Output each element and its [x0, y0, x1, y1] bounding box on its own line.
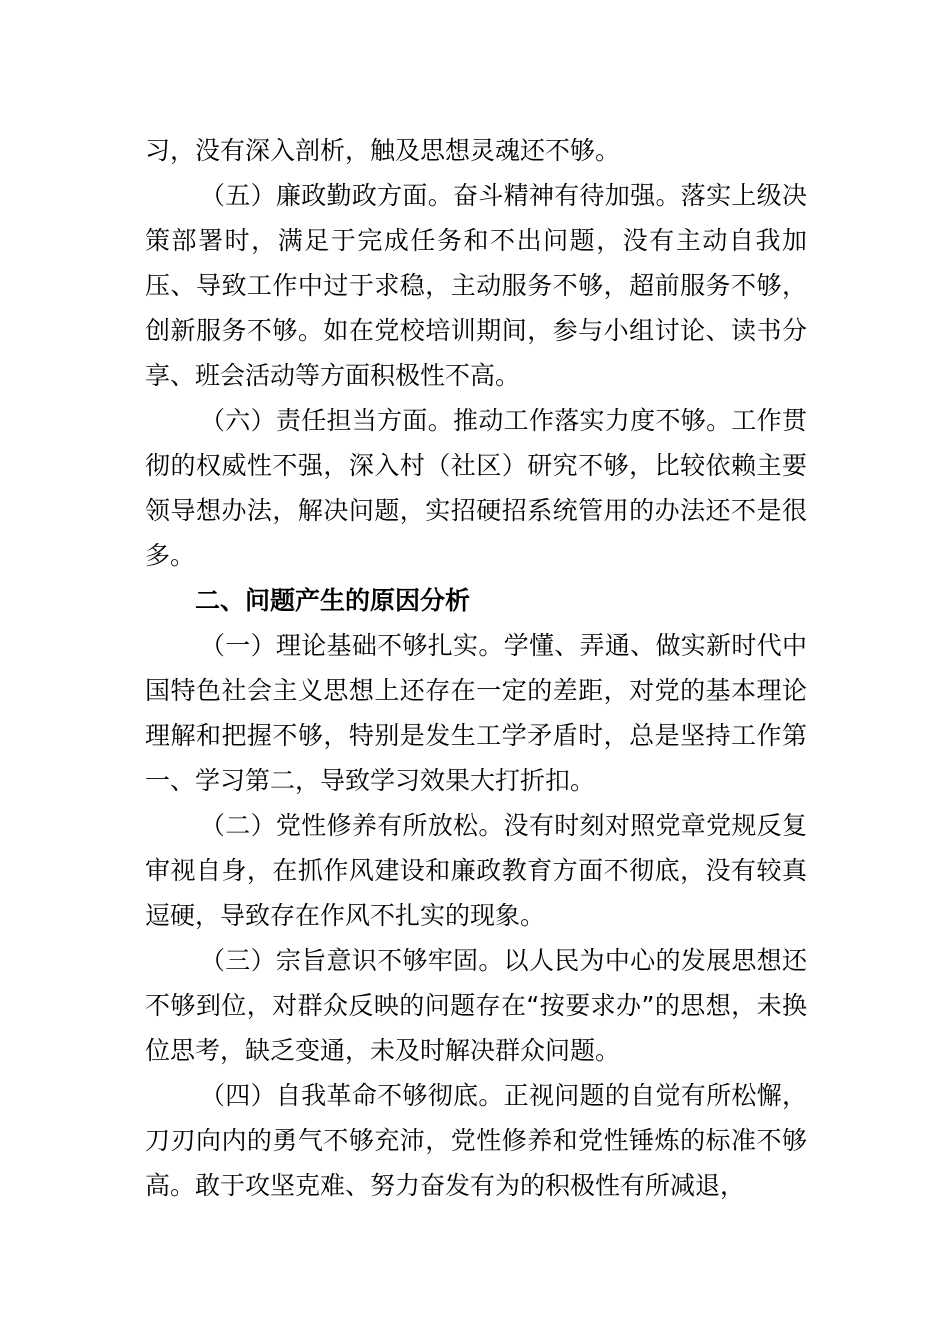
paragraph-cause-2: （二）党性修养有所放松。没有时刻对照党章党规反复审视自身，在抓作风建设和廉政教育方面不彻底，没有较真逗硬，导致存在作风不扎实的现象。 — [145, 811, 807, 930]
paragraph-cause-4: （四）自我革命不够彻底。正视问题的自觉有所松懈，刀刃向内的勇气不够充沛，党性修养和党性锤炼的标准不够高。敢于攻坚克难、努力奋发有为的积极性有所减退， — [145, 1081, 807, 1200]
paragraph-cause-1: （一）理论基础不够扎实。学懂、弄通、做实新时代中国特色社会主义思想上还存在一定的差距，对党的基本理论理解和把握不够，特别是发生工学矛盾时，总是坚持工作第一、学习第二，导致学习效果大打折扣。 — [145, 631, 807, 795]
section-heading-cause-analysis: 二、问题产生的原因分析 — [195, 586, 471, 615]
paragraph-continuation: 习，没有深入剖析，触及思想灵魂还不够。 — [145, 136, 621, 165]
paragraph-cause-3: （三）宗旨意识不够牢固。以人民为中心的发展思想还不够到位，对群众反映的问题存在“按要求办”的思想，未换位思考，缺乏变通，未及时解决群众问题。 — [145, 946, 807, 1065]
paragraph-section-5: （五）廉政勤政方面。奋斗精神有待加强。落实上级决策部署时，满足于完成任务和不出问题，没有主动自我加压、导致工作中过于求稳，主动服务不够，超前服务不够，创新服务不够。如在党校培训期间，参与小组讨论、读书分享、班会活动等方面积极性不高。 — [145, 181, 807, 390]
paragraph-section-6: （六）责任担当方面。推动工作落实力度不够。工作贯彻的权威性不强，深入村（社区）研究不够，比较依赖主要领导想办法，解决问题，实招硬招系统管用的办法还不是很多。 — [145, 406, 807, 570]
document-body — [145, 128, 807, 1208]
